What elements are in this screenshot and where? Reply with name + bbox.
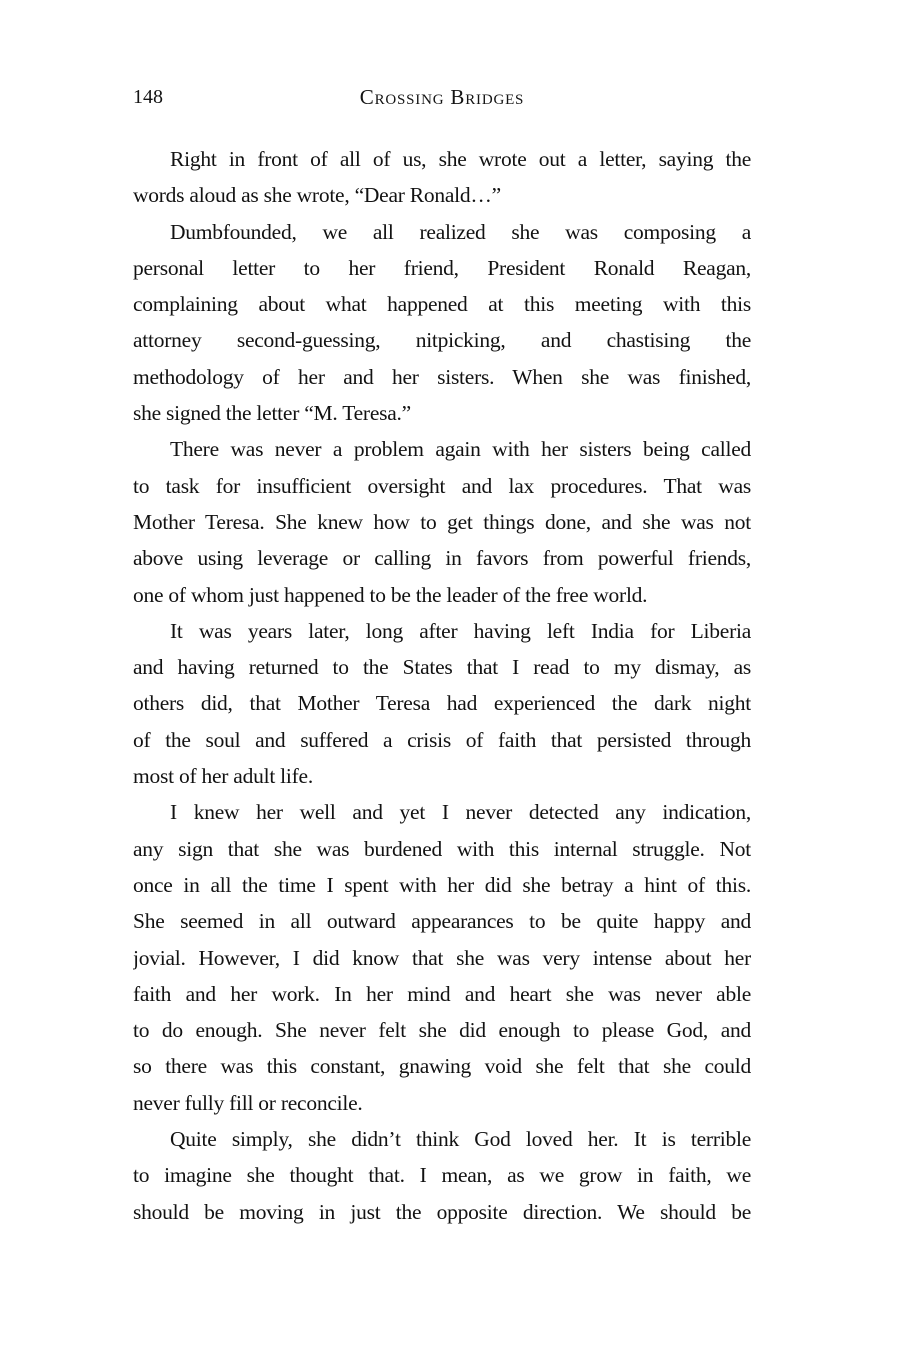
paragraph: [133, 431, 751, 612]
text-line: Mother Teresa. She knew how to get things done, and she was not: [133, 509, 751, 534]
text-line: There was never a problem again with her sisters being called: [170, 437, 751, 462]
text-line: she signed the letter “M. Teresa.”: [133, 401, 411, 426]
paragraph: [133, 613, 751, 794]
text-line: methodology of her and her sisters. When she was finished,: [133, 364, 751, 389]
text-line: She seemed in all outward appearances to be quite happy and: [133, 909, 751, 934]
text-line: faith and her work. In her mind and heart she was never able: [133, 981, 751, 1006]
text-line: and having returned to the States that I read to my dismay, as: [133, 655, 751, 680]
text-line: others did, that Mother Teresa had experienced the dark night: [133, 691, 751, 716]
text-line: most of her adult life.: [133, 764, 313, 789]
text-line: should be moving in just the opposite direction. We should be: [133, 1199, 751, 1224]
text-line: words aloud as she wrote, “Dear Ronald…”: [133, 183, 501, 208]
text-line: Quite simply, she didn’t think God loved her. It is terrible: [170, 1127, 751, 1152]
text-line: personal letter to her friend, President Ronald Reagan,: [133, 255, 751, 280]
text-line: to imagine she thought that. I mean, as we grow in faith, we: [133, 1163, 751, 1188]
text-line: any sign that she was burdened with this internal struggle. Not: [133, 836, 751, 861]
paragraph: [133, 794, 751, 1121]
text-line: complaining about what happened at this meeting with this: [133, 292, 751, 317]
text-line: once in all the time I spent with her did she betray a hint of this.: [133, 872, 751, 897]
text-line: I knew her well and yet I never detected any indication,: [170, 800, 751, 825]
text-line: to task for insufficient oversight and lax procedures. That was: [133, 473, 751, 498]
text-line: so there was this constant, gnawing void she felt that she could: [133, 1054, 751, 1079]
text-line: attorney second-guessing, nitpicking, and chastising the: [133, 328, 751, 353]
text-line: Right in front of all of us, she wrote out a letter, saying the: [170, 147, 751, 171]
text-line: jovial. However, I did know that she was very intense about her: [133, 945, 751, 970]
paragraph: [133, 141, 751, 214]
text-line: never fully fill or reconcile.: [133, 1090, 363, 1115]
running-title: Crossing Bridges: [359, 85, 525, 109]
paragraph: [133, 1121, 751, 1230]
body-text: [133, 141, 751, 1230]
running-head: [133, 84, 751, 110]
text-line: Dumbfounded, we all realized she was composing a: [170, 219, 751, 244]
text-line: to do enough. She never felt she did enough to please God, and: [133, 1018, 751, 1043]
page-number: 148: [133, 86, 163, 108]
text-line: It was years later, long after having left India for Liberia: [170, 618, 751, 643]
paragraph: [133, 214, 751, 432]
text-line: above using leverage or calling in favors from powerful friends,: [133, 546, 751, 571]
text-line: one of whom just happened to be the leader of the free world.: [133, 582, 648, 607]
text-line: of the soul and suffered a crisis of faith that persisted through: [133, 727, 751, 752]
